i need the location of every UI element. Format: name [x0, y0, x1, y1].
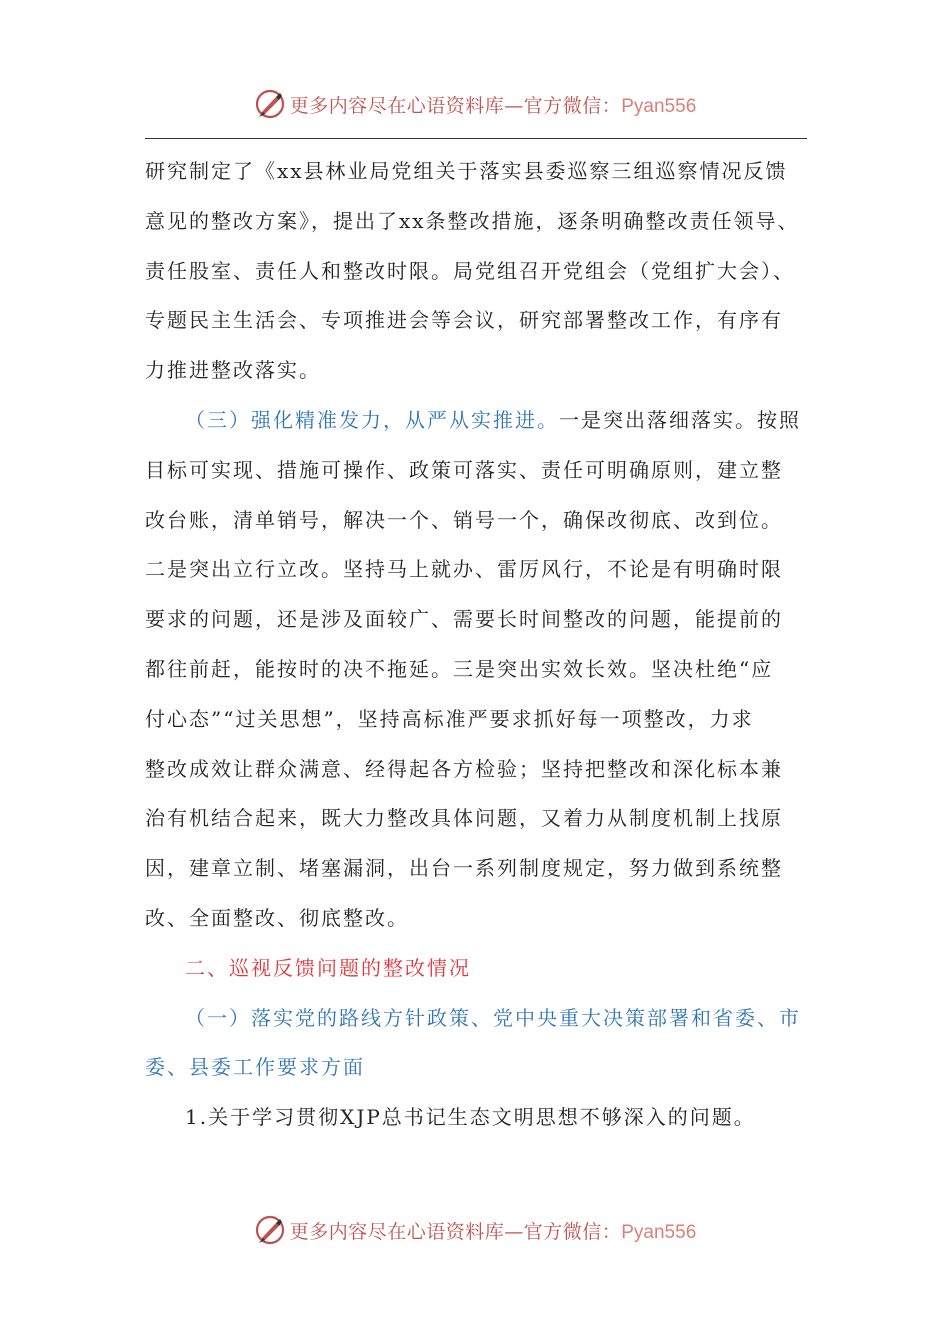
body-line: 力推进整改落实。 [145, 358, 321, 383]
subsection-1-heading-cont: 委、县委工作要求方面 [145, 1055, 365, 1080]
body-line: 改、全面整改、彻底整改。 [145, 905, 409, 930]
body-line: 专题民主生活会、专项推进会等会议，研究部署整改工作，有序有 [145, 308, 783, 333]
body-line: 因，建章立制、堵塞漏洞，出台一系列制度规定，努力做到系统整 [145, 856, 783, 881]
body-line: 研究制定了《xx县林业局党组关于落实县委巡察三组巡察情况反馈 [145, 159, 788, 183]
body-line: 整改成效让群众满意、经得起各方检验；坚持把整改和深化标本兼 [145, 756, 783, 781]
body-text: 一是突出落细落实。按照 [559, 407, 801, 432]
pen-logo-icon [254, 88, 286, 120]
body-line: 改台账，清单销号，解决一个、销号一个，确保改彻底、改到位。 [145, 507, 783, 532]
header-banner [0, 84, 950, 124]
pen-logo-icon [254, 1214, 286, 1246]
header-divider [145, 138, 807, 139]
body-line: 治有机结合起来，既大力整改具体问题，又着力从制度机制上找原 [145, 806, 783, 831]
banner-wechat-id: Pyan556 [621, 95, 697, 117]
body-line: 付心态”“过关思想”，坚持高标准严要求抓好每一项整改，力求 [145, 706, 754, 731]
document-body [145, 147, 805, 1143]
body-line: 意见的整改方案》，提出了xx条整改措施，逐条明确整改责任领导、 [145, 208, 800, 233]
footer-banner [0, 1210, 950, 1250]
body-line: 责任股室、责任人和整改时限。局党组召开党组会（党组扩大会）、 [145, 258, 795, 283]
body-line: 都往前赶，能按时的决不拖延。三是突出实效长效。坚决杜绝“应 [145, 656, 774, 681]
body-line: 目标可实现、措施可操作、政策可落实、责任可明确原则，建立整 [145, 457, 783, 482]
body-line: 要求的问题，还是涉及面较广、需要长时间整改的问题，能提前的 [145, 607, 783, 632]
item-1: 1.关于学习贯彻XJP总书记生态文明思想不够深入的问题。 [185, 1105, 756, 1130]
banner-text [290, 91, 697, 118]
section-3-heading: （三）强化精准发力，从严从实推进。 [185, 407, 559, 432]
banner-wechat-id: Pyan556 [621, 1221, 697, 1243]
banner-prefix: 更多内容尽在心语资料库—官方微信： [289, 1220, 622, 1243]
banner-prefix: 更多内容尽在心语资料库—官方微信： [289, 94, 622, 117]
section-2-heading: 二、巡视反馈问题的整改情况 [185, 955, 471, 980]
banner-text [290, 1217, 697, 1244]
subsection-1-heading: （一）落实党的路线方针政策、党中央重大决策部署和省委、市 [185, 1005, 801, 1030]
body-line: 二是突出立行立改。坚持马上就办、雷厉风行，不论是有明确时限 [145, 557, 783, 582]
section-3-paragraph [145, 396, 805, 446]
